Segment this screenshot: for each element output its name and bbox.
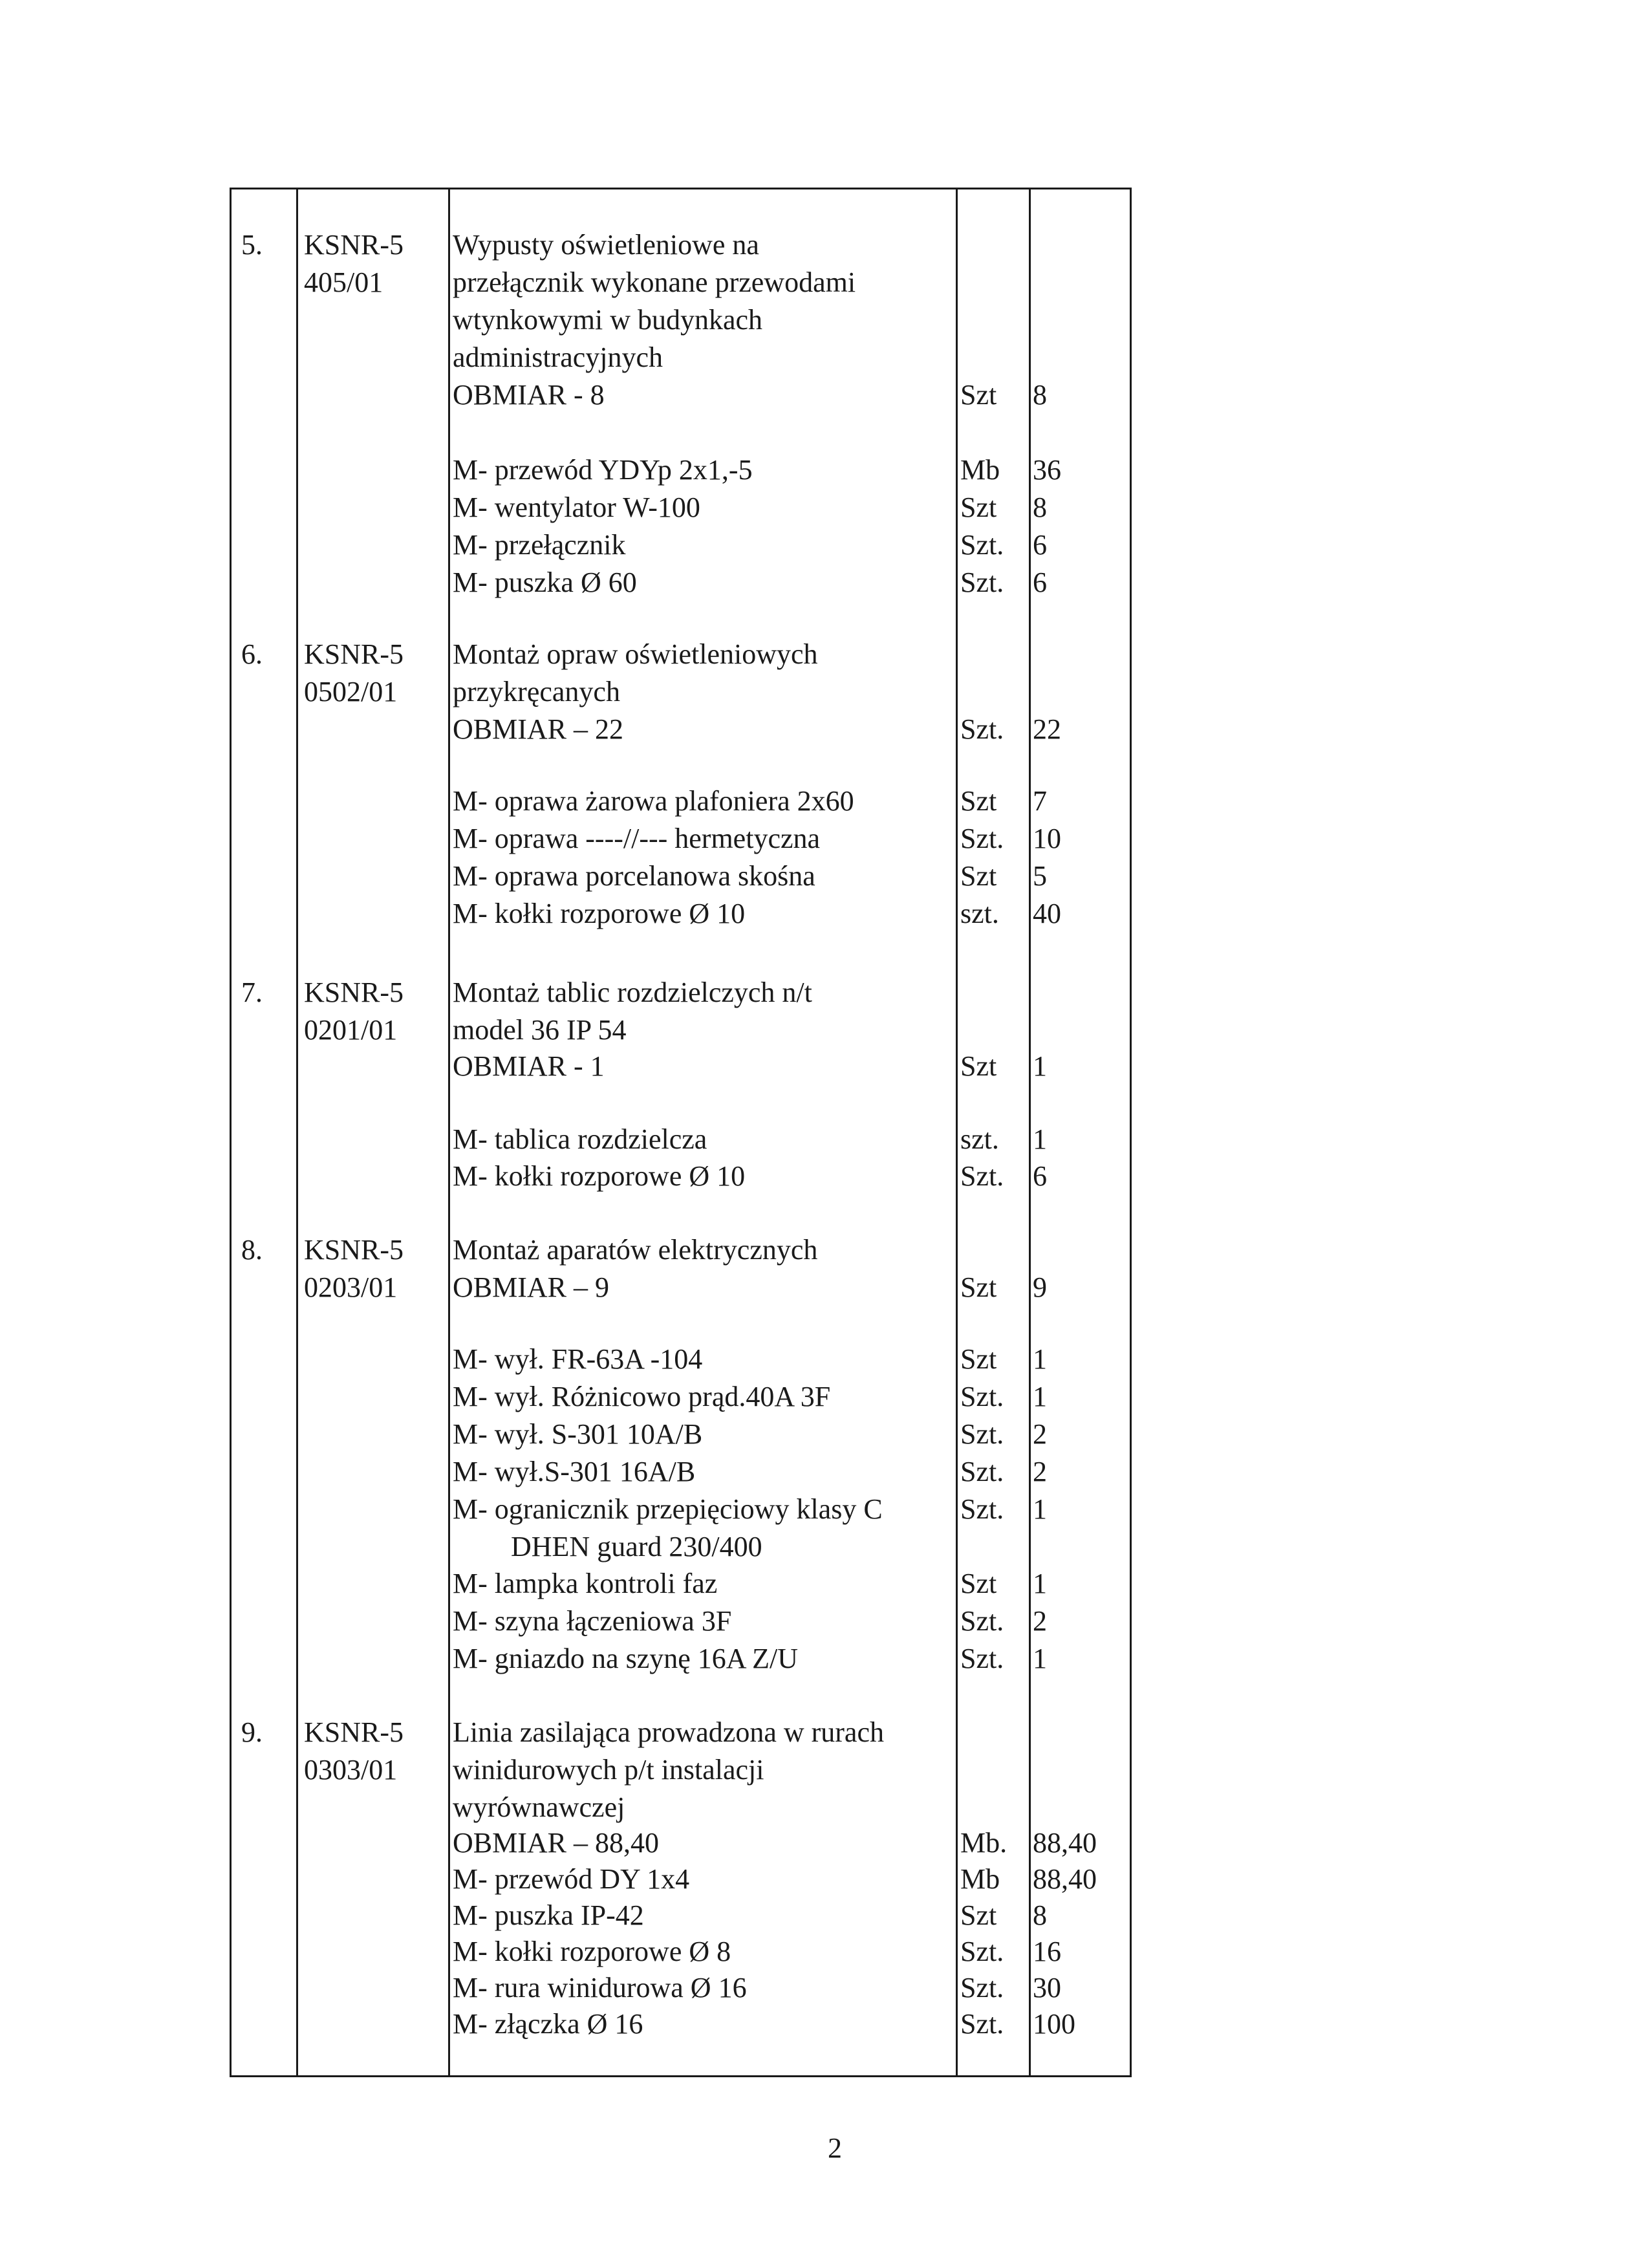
quantity-cell: 16: [1033, 1936, 1061, 1967]
quantity-cell: 2: [1033, 1456, 1047, 1487]
unit-cell: Szt.: [960, 1936, 1004, 1967]
quantity-cell: 30: [1033, 1972, 1061, 2003]
material-label: M- kołki rozporowe Ø 10: [453, 1160, 746, 1192]
unit-cell: Szt.: [960, 1381, 1004, 1412]
quantity-cell: 1: [1033, 1050, 1047, 1082]
unit-cell: Szt: [960, 491, 997, 523]
item-description: model 36 IP 54: [453, 1014, 627, 1046]
measure-label: OBMIAR - 8: [453, 379, 605, 411]
unit-cell: Mb.: [960, 1827, 1008, 1859]
material-label: M- kołki rozporowe Ø 10: [453, 898, 746, 929]
quantity-cell: 22: [1033, 713, 1061, 745]
measure-label: OBMIAR – 9: [453, 1271, 610, 1303]
unit-cell: Szt: [960, 1899, 997, 1931]
norm-code: KSNR-5: [304, 1234, 404, 1266]
unit-cell: Szt.: [960, 2008, 1004, 2040]
column-divider: [296, 189, 298, 2075]
item-number: 5.: [241, 229, 263, 261]
quantity-cell: 88,40: [1033, 1827, 1097, 1859]
material-label: M- lampka kontroli faz: [453, 1568, 718, 1599]
quantity-cell: 1: [1033, 1493, 1047, 1525]
unit-cell: Szt.: [960, 1493, 1004, 1525]
item-description: Wypusty oświetleniowe na: [453, 229, 759, 261]
item-number: 8.: [241, 1234, 263, 1266]
quantity-cell: 9: [1033, 1271, 1047, 1303]
unit-cell: Szt.: [960, 1456, 1004, 1487]
material-label: M- wentylator W-100: [453, 491, 700, 523]
unit-cell: Szt: [960, 1050, 997, 1082]
quantity-cell: 1: [1033, 1381, 1047, 1412]
item-description: przykręcanych: [453, 676, 620, 707]
quantity-cell: 40: [1033, 898, 1061, 929]
material-label: M- wył. S-301 10A/B: [453, 1418, 703, 1450]
quantity-cell: 1: [1033, 1123, 1047, 1155]
unit-cell: Szt: [960, 1568, 997, 1599]
measure-label: OBMIAR - 1: [453, 1050, 605, 1082]
material-label: M- wył.S-301 16A/B: [453, 1456, 696, 1487]
item-description: przełącznik wykonane przewodami: [453, 266, 856, 298]
quantity-cell: 10: [1033, 823, 1061, 854]
quantity-cell: 6: [1033, 529, 1047, 561]
norm-code: KSNR-5: [304, 977, 404, 1008]
column-divider: [1029, 189, 1031, 2075]
material-label: M- kołki rozporowe Ø 8: [453, 1936, 731, 1967]
norm-code: KSNR-5: [304, 638, 404, 670]
quantity-cell: 1: [1033, 1568, 1047, 1599]
unit-cell: Szt.: [960, 1160, 1004, 1192]
item-description: Linia zasilająca prowadzona w rurach: [453, 1716, 884, 1748]
quantity-cell: 6: [1033, 567, 1047, 598]
norm-code: 405/01: [304, 266, 383, 298]
item-description: winidurowych p/t instalacji: [453, 1754, 764, 1786]
unit-cell: Szt.: [960, 529, 1004, 561]
unit-cell: Szt: [960, 1343, 997, 1375]
item-description: wtynkowymi w budynkach: [453, 304, 763, 336]
quantity-cell: 2: [1033, 1418, 1047, 1450]
unit-cell: Szt.: [960, 713, 1004, 745]
material-label: M- puszka IP-42: [453, 1899, 644, 1931]
material-label: M- oprawa ----//--- hermetyczna: [453, 823, 821, 854]
quantity-cell: 5: [1033, 860, 1047, 892]
unit-cell: Szt.: [960, 1418, 1004, 1450]
norm-code: 0502/01: [304, 676, 398, 707]
material-label: M- gniazdo na szynę 16A Z/U: [453, 1643, 798, 1674]
unit-cell: Mb: [960, 1863, 1000, 1895]
column-divider: [448, 189, 450, 2075]
quantity-cell: 88,40: [1033, 1863, 1097, 1895]
quantity-cell: 8: [1033, 491, 1047, 523]
unit-cell: Szt.: [960, 1972, 1004, 2003]
item-number: 6.: [241, 638, 263, 670]
unit-cell: Szt.: [960, 567, 1004, 598]
quantity-cell: 7: [1033, 785, 1047, 817]
norm-code: 0303/01: [304, 1754, 398, 1786]
item-description: Montaż opraw oświetleniowych: [453, 638, 818, 670]
measure-label: OBMIAR – 22: [453, 713, 624, 745]
unit-cell: Szt.: [960, 823, 1004, 854]
unit-cell: Szt: [960, 785, 997, 817]
quantity-cell: 1: [1033, 1643, 1047, 1674]
item-number: 9.: [241, 1716, 263, 1748]
material-label: M- przewód YDYp 2x1,-5: [453, 454, 753, 486]
quantity-cell: 6: [1033, 1160, 1047, 1192]
norm-code: 0201/01: [304, 1014, 398, 1046]
item-number: 7.: [241, 977, 263, 1008]
norm-code: KSNR-5: [304, 229, 404, 261]
norm-code: KSNR-5: [304, 1716, 404, 1748]
unit-cell: szt.: [960, 1123, 999, 1155]
item-description: Montaż tablic rozdzielczych n/t: [453, 977, 812, 1008]
material-label: M- oprawa żarowa plafoniera 2x60: [453, 785, 854, 817]
material-label-continuation: DHEN guard 230/400: [511, 1531, 762, 1562]
material-label: M- złączka Ø 16: [453, 2008, 643, 2040]
material-label: M- ogranicznik przepięciowy klasy C: [453, 1493, 883, 1525]
column-divider: [956, 189, 958, 2075]
material-label: M- tablica rozdzielcza: [453, 1123, 707, 1155]
norm-code: 0203/01: [304, 1271, 398, 1303]
unit-cell: Szt: [960, 860, 997, 892]
unit-cell: Szt.: [960, 1643, 1004, 1674]
material-label: M- przewód DY 1x4: [453, 1863, 690, 1895]
item-description: Montaż aparatów elektrycznych: [453, 1234, 818, 1266]
quantity-cell: 8: [1033, 1899, 1047, 1931]
material-label: M- wył. FR-63A -104: [453, 1343, 703, 1375]
material-label: M- szyna łączeniowa 3F: [453, 1605, 732, 1637]
unit-cell: szt.: [960, 898, 999, 929]
quantity-cell: 100: [1033, 2008, 1075, 2040]
measure-label: OBMIAR – 88,40: [453, 1827, 660, 1859]
unit-cell: Szt: [960, 379, 997, 411]
material-label: M- przełącznik: [453, 529, 626, 561]
item-description: administracyjnych: [453, 341, 663, 373]
unit-cell: Szt.: [960, 1605, 1004, 1637]
material-label: M- puszka Ø 60: [453, 567, 637, 598]
material-label: M- wył. Różnicowo prąd.40A 3F: [453, 1381, 831, 1412]
material-label: M- rura winidurowa Ø 16: [453, 1972, 747, 2003]
quantity-cell: 2: [1033, 1605, 1047, 1637]
page-number: 2: [828, 2132, 842, 2164]
quantity-cell: 1: [1033, 1343, 1047, 1375]
unit-cell: Mb: [960, 454, 1000, 486]
item-description: wyrównawczej: [453, 1791, 625, 1823]
material-label: M- oprawa porcelanowa skośna: [453, 860, 815, 892]
unit-cell: Szt: [960, 1271, 997, 1303]
quantity-cell: 8: [1033, 379, 1047, 411]
quantity-cell: 36: [1033, 454, 1061, 486]
